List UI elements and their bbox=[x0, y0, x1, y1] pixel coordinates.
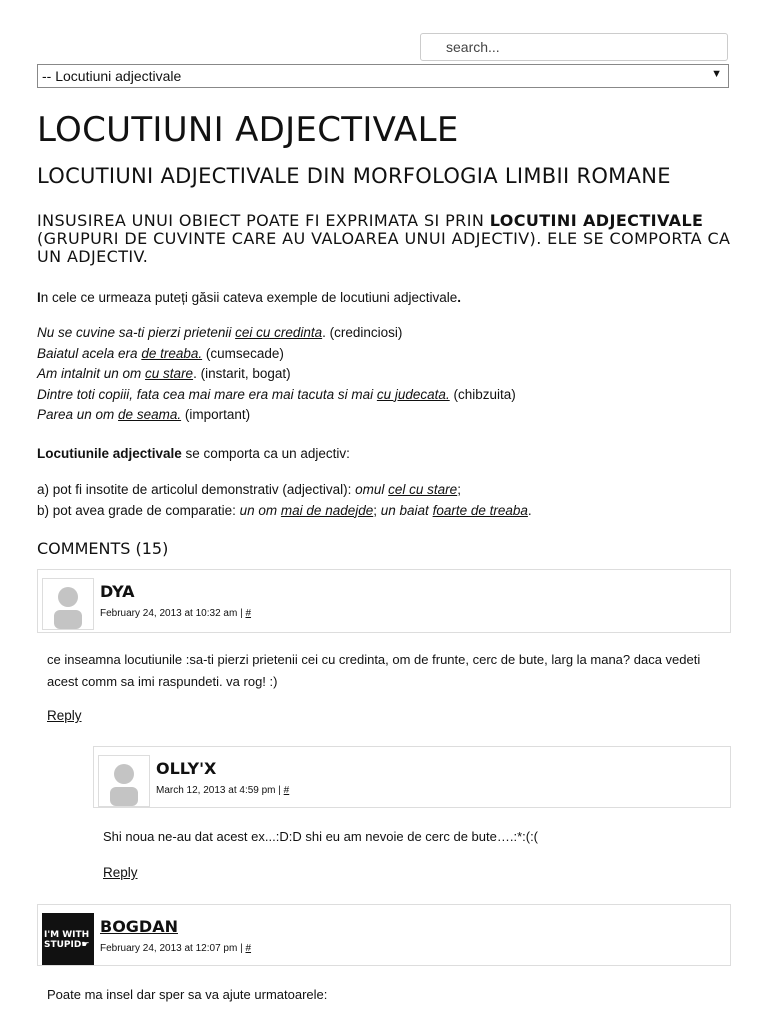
comment-date-text: February 24, 2013 at 10:32 am | bbox=[100, 608, 246, 619]
example-sentence: Baiatul acela era bbox=[37, 345, 142, 361]
rule-end: . bbox=[527, 502, 532, 518]
example-meaning: . (instarit, bogat) bbox=[193, 366, 291, 381]
example-locution: de seama. bbox=[118, 407, 182, 422]
comment-date bbox=[100, 608, 251, 619]
comment-permalink[interactable]: # bbox=[245, 943, 252, 954]
page-subtitle: LOCUTIUNI ADJECTIVALE DIN MORFOLOGIA LIMBII ROMANE bbox=[37, 164, 671, 188]
intro-paragraph-end: . bbox=[457, 290, 462, 305]
rules-list bbox=[37, 480, 737, 521]
comments-title: COMMENTS (15) bbox=[37, 539, 169, 558]
behavior-text: se comporta ca un adjectiv: bbox=[181, 446, 350, 461]
comment-permalink[interactable]: # bbox=[245, 608, 252, 619]
rule-locution: cel cu stare bbox=[388, 482, 458, 497]
intro-heading bbox=[37, 212, 737, 266]
rule-end: ; bbox=[457, 482, 461, 497]
rule-example: un om bbox=[239, 502, 281, 518]
comment-date-text: February 24, 2013 at 12:07 pm | bbox=[100, 943, 246, 954]
example-sentence: Nu se cuvine sa-ti pierzi prietenii bbox=[37, 325, 236, 340]
example-item bbox=[37, 344, 737, 365]
comment-author[interactable]: OLLY'X bbox=[156, 759, 217, 778]
comment-header bbox=[93, 746, 731, 808]
example-sentence: Parea un om bbox=[37, 407, 119, 422]
examples-list bbox=[37, 323, 737, 426]
avatar bbox=[42, 578, 94, 630]
example-meaning: . (credinciosi) bbox=[322, 325, 403, 340]
intro-text: INSUSIREA UNUI OBIECT POATE FI EXPRIMATA SI PRIN bbox=[37, 211, 490, 230]
comment-author[interactable]: BOGDAN bbox=[100, 917, 178, 936]
rule-example: omul bbox=[355, 482, 389, 497]
intro-paragraph-text: n cele ce urmeaza puteți găsii cateva exemple de locutiuni adjectivale bbox=[40, 290, 458, 305]
drop-letter: I bbox=[37, 290, 41, 305]
rule-locution: mai de nadejde bbox=[280, 502, 374, 518]
example-locution: cu stare bbox=[145, 366, 194, 381]
example-item bbox=[37, 323, 737, 344]
example-meaning: (chibzuita) bbox=[449, 386, 516, 402]
avatar-text: I'M WITH bbox=[44, 930, 90, 940]
avatar bbox=[98, 755, 150, 807]
rule-text: b) pot avea grade de comparatie: bbox=[37, 502, 240, 518]
example-locution: cu judecata. bbox=[376, 386, 450, 402]
comment-author[interactable]: DYA bbox=[100, 582, 135, 601]
intro-bold: LOCUTINI ADJECTIVALE bbox=[489, 211, 704, 230]
comment-body: ce inseamna locutiunile :sa-ti pierzi prietenii cei cu credinta, om de frunte, cerc de bute, larg la mana? daca vedeti acest comm sa imi raspundeti. va rog! :) bbox=[47, 652, 701, 689]
behavior-bold: Locutiunile adjectivale bbox=[37, 446, 182, 461]
example-locution: cei cu credinta bbox=[235, 325, 323, 340]
example-sentence: Dintre toti copiii, fata cea mai mare era mai tacuta si mai bbox=[37, 386, 377, 402]
rule-separator: ; bbox=[373, 502, 381, 518]
example-meaning: (important) bbox=[181, 407, 251, 422]
category-select-value: -- Locutiuni adjectivale bbox=[42, 68, 182, 84]
rule-text: a) pot fi insotite de articolul demonstrativ (adjectival): bbox=[37, 482, 356, 497]
avatar bbox=[42, 913, 94, 965]
rule-item-a bbox=[37, 480, 737, 501]
example-item bbox=[37, 385, 737, 406]
chevron-down-icon: ▼ bbox=[711, 68, 722, 80]
comment-date bbox=[156, 785, 289, 796]
comment-header bbox=[37, 904, 731, 966]
behavior-paragraph bbox=[37, 444, 737, 465]
comment-body: Shi noua ne-au dat acest ex...:D:D shi eu am nevoie de cerc de bute….:*:(:( bbox=[103, 829, 539, 844]
example-item bbox=[37, 364, 737, 385]
comment-permalink[interactable]: # bbox=[283, 785, 290, 796]
intro-paragraph bbox=[37, 288, 737, 309]
category-select[interactable] bbox=[37, 64, 729, 88]
reply-link[interactable]: Reply bbox=[47, 708, 82, 723]
rule-item-b bbox=[37, 501, 737, 522]
reply-link[interactable]: Reply bbox=[103, 865, 138, 880]
rule-example: un baiat bbox=[380, 502, 433, 518]
comment-header bbox=[37, 569, 731, 633]
user-silhouette-icon bbox=[99, 756, 149, 806]
comment-date bbox=[100, 943, 251, 954]
search-input[interactable]: search... bbox=[420, 33, 728, 61]
example-item bbox=[37, 405, 737, 426]
rule-locution: foarte de treaba bbox=[432, 502, 528, 518]
intro-text-rest: (GRUPURI DE CUVINTE CARE AU VALOAREA UNUI ADJECTIV). ELE SE COMPORTA CA UN ADJECTIV. bbox=[37, 229, 731, 266]
user-silhouette-icon bbox=[43, 579, 93, 629]
page-title: LOCUTIUNI ADJECTIVALE bbox=[37, 110, 459, 150]
example-locution: de treaba. bbox=[141, 345, 203, 361]
avatar-text: STUPID☛ bbox=[44, 940, 90, 950]
example-sentence: Am intalnit un om bbox=[37, 366, 146, 381]
example-meaning: (cumsecade) bbox=[202, 345, 284, 361]
comment-date-text: March 12, 2013 at 4:59 pm | bbox=[156, 785, 284, 796]
comment-body: Poate ma insel dar sper sa va ajute urmatoarele: bbox=[47, 987, 328, 1002]
